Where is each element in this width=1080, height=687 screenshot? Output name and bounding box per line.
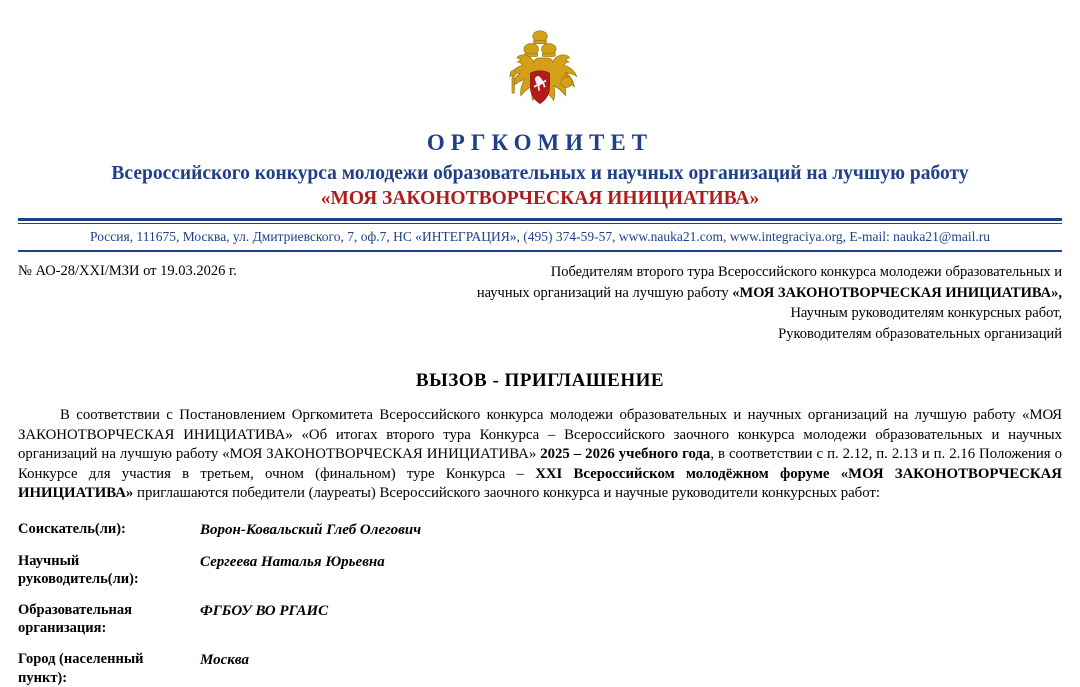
field-value-city: Москва <box>200 652 249 669</box>
addressee-line-4: Руководителям образовательных организаций <box>778 325 1062 342</box>
body-bold-2: XXI Всероссийском молодёжном форуме «МОЯ ЗАКОНОТВОРЧЕСКАЯ ИНИЦИАТИВА» <box>18 465 1062 502</box>
addressee-line-3: Научным руководителям конкурсных работ, <box>790 305 1062 322</box>
russian-coat-of-arms-icon <box>492 26 588 122</box>
field-row <box>18 520 1062 539</box>
field-label-supervisor: Научный руководитель(ли): <box>18 552 139 588</box>
field-label-applicant: Соискатель(ли): <box>18 520 126 537</box>
body-bold-1: 2025 – 2026 учебного года <box>540 446 711 463</box>
emblem-container <box>0 0 1080 122</box>
addressee-line-1: Победителям второго тура Всероссийского конкурса молодежи образовательных и <box>550 264 1062 280</box>
header-rule-thin <box>18 223 1062 224</box>
org-title: ОРГКОМИТЕТ <box>426 130 654 155</box>
body-part-3: приглашаются победители (лауреаты) Всероссийского заочного конкурса и научные руководители конкурсных работ: <box>133 485 880 502</box>
field-label-organization: Образовательная организация: <box>18 602 132 637</box>
contest-title-line2: «МОЯ ЗАКОНОТВОРЧЕСКАЯ ИНИЦИАТИВА» <box>320 188 760 209</box>
body-part-1: В соответствии с Постановлением Оргкомитета Всероссийского конкурса молодежи образовательных и научных организаций на лучшую работу «МОЯ ЗАКОНОТВОРЧЕСКАЯ ИНИЦИАТИВА» «Об итогах второго тура Конкурса – Всероссийского заочного конкурса молодежи образовательных и научных организаций на лучшую работу «МОЯ ЗАКОНОТВОРЧЕСКАЯ ИНИЦИАТИВА» <box>18 407 1062 463</box>
body-paragraph <box>0 406 1080 504</box>
field-value-supervisor: Сергеева Наталья Юрьевна <box>200 553 385 570</box>
field-value-organization: ФГБОУ ВО РГАИС <box>200 603 329 620</box>
field-row <box>18 552 1062 588</box>
field-row <box>18 601 1062 637</box>
field-label-city: Город (населенный пункт): <box>18 651 144 686</box>
fields-table <box>0 520 1080 687</box>
document-number: № АО-28/XXI/МЗИ от 19.03.2026 г. <box>18 263 237 279</box>
addressee-line-2-text: научных организаций на лучшую работу <box>476 284 733 301</box>
header-rule-bottom <box>18 250 1062 252</box>
reference-row <box>0 262 1080 344</box>
org-contacts: Россия, 111675, Москва, ул. Дмитриевского, 7, оф.7, НС «ИНТЕГРАЦИЯ», (495) 374-59-57, www.nauka21.com, www.integraciya.org, E-mail: nauka21@mail.ru <box>90 229 990 244</box>
addressee-line-2-bold: «МОЯ ЗАКОНОТВОРЧЕСКАЯ ИНИЦИАТИВА», <box>732 284 1062 301</box>
page-title: ВЫЗОВ - ПРИГЛАШЕНИЕ <box>415 370 665 392</box>
contest-title-line1: Всероссийского конкурса молодежи образовательных и научных организаций на лучшую работу <box>111 163 969 184</box>
body-part-2: , в соответствии с п. 2.12, п. 2.13 и п. 2.16 Положения о Конкурсе для участия в третьем, очном (финальном) туре Конкурса – <box>18 446 1062 482</box>
field-value-applicant: Ворон-Ковальский Глеб Олегович <box>200 521 422 538</box>
addressee-block <box>318 262 1062 344</box>
addressee-line-2 <box>318 283 1062 304</box>
header-rule-thick <box>18 218 1062 221</box>
field-row <box>18 650 1062 686</box>
